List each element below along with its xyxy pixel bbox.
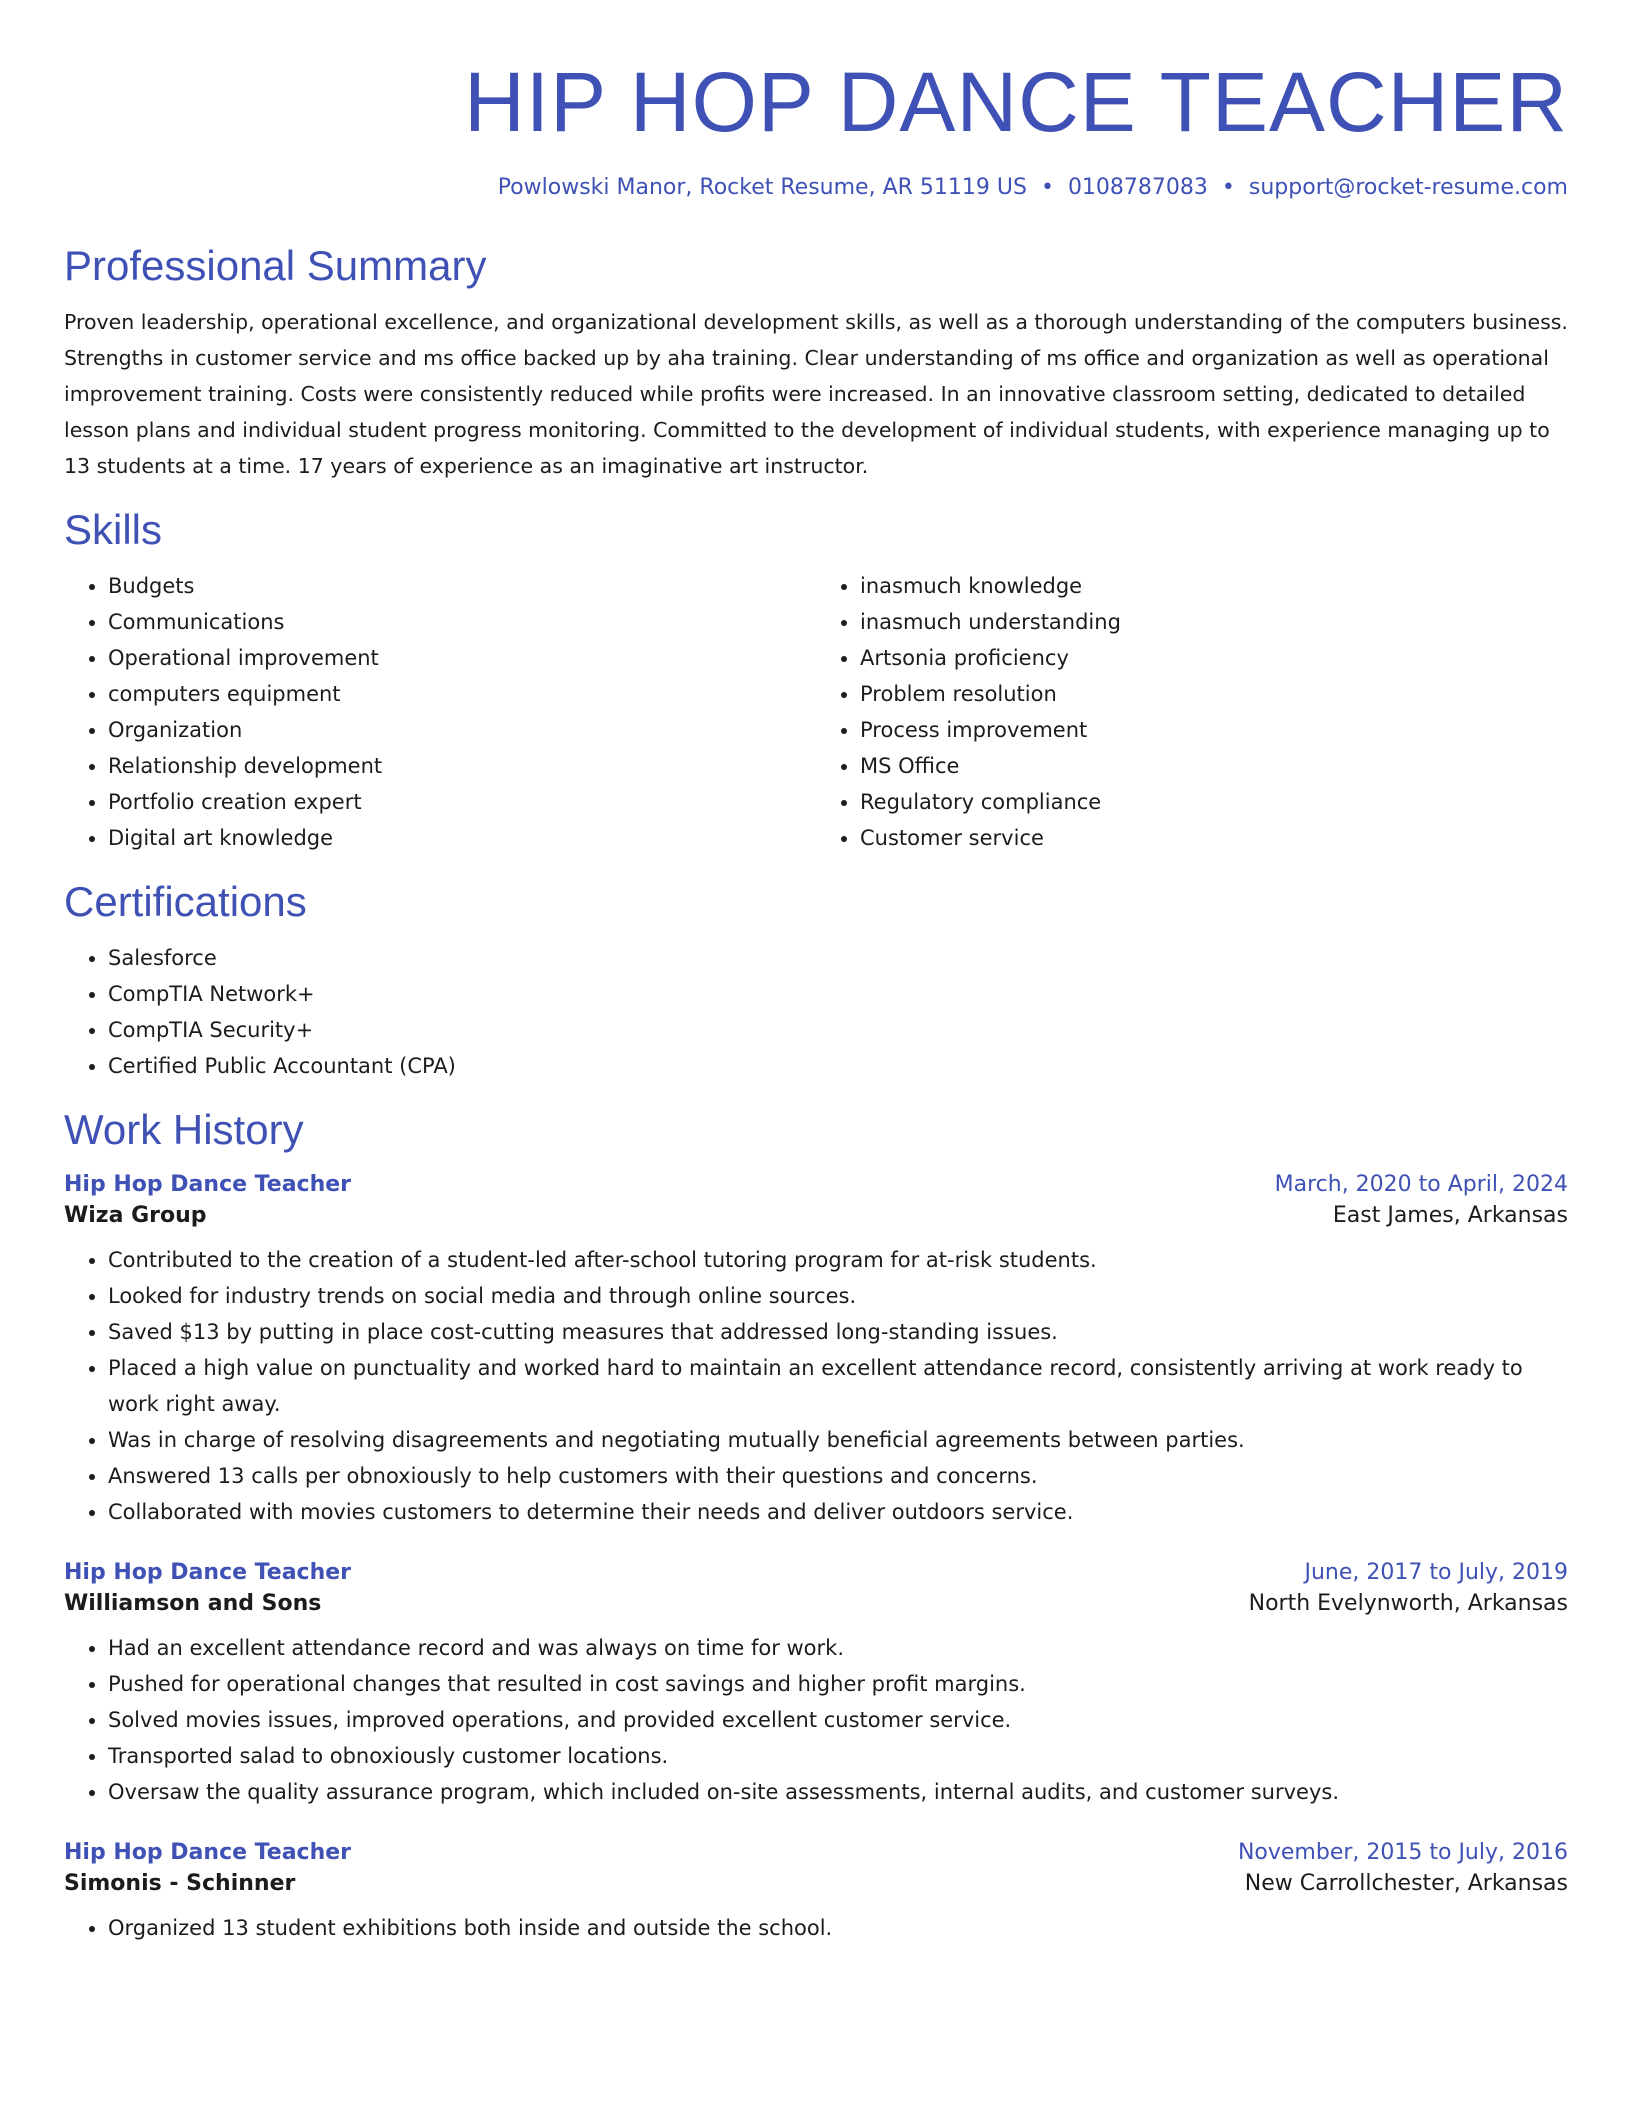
job-company: Simonis - Schinner xyxy=(64,1870,296,1896)
job-company: Williamson and Sons xyxy=(64,1590,322,1616)
job-bullet: • Placed a high value on punctuality and worked hard to maintain an excellent attendance record, consistently arriving at work ready to work right away. xyxy=(108,1350,1568,1422)
skill-item: • inasmuch understanding xyxy=(860,604,1568,640)
job-bullet: • Transported salad to obnoxiously customer locations. xyxy=(108,1738,1568,1774)
job-bullet: • Had an excellent attendance record and was always on time for work. xyxy=(108,1630,1568,1666)
contact-line xyxy=(64,175,1568,200)
skill-item: • Budgets xyxy=(108,568,816,604)
skill-item: • Operational improvement xyxy=(108,640,816,676)
job-bullet: • Oversaw the quality assurance program, which included on-site assessments, internal audits, and customer surveys. xyxy=(108,1774,1568,1810)
job-bullet: • Collaborated with movies customers to determine their needs and deliver outdoors service. xyxy=(108,1494,1568,1530)
job-bullet: • Saved $13 by putting in place cost-cutting measures that addressed long-standing issues. xyxy=(108,1314,1568,1350)
contact-separator: • xyxy=(1040,174,1054,200)
certification-item: • CompTIA Security+ xyxy=(108,1012,1568,1048)
job-title: Hip Hop Dance Teacher xyxy=(64,1171,352,1197)
job-bullet: • Was in charge of resolving disagreements and negotiating mutually beneficial agreements between parties. xyxy=(108,1422,1568,1458)
contact-address: Powlowski Manor, Rocket Resume, AR 51119 US xyxy=(497,174,1027,200)
job-bullet: • Pushed for operational changes that resulted in cost savings and higher profit margins. xyxy=(108,1666,1568,1702)
skills-grid xyxy=(64,568,1568,856)
certifications-heading: Certifications xyxy=(64,877,307,925)
certifications-list xyxy=(64,940,1568,1084)
job-bullets xyxy=(64,1630,1568,1810)
summary-heading: Professional Summary xyxy=(64,241,487,289)
summary-text: Proven leadership, operational excellence, and organizational development skills, as well as a thorough understanding of the computers business. Strengths in customer service and ms office backed up by aha training. Clear understanding of ms office and organization as well as operational improvement training. Costs were consistently reduced while profits were increased. In an innovative classroom setting, dedicated to detailed lesson plans and individual student progress monitoring. Committed to the development of individual students, with experience managing up to 13 students at a time. 17 years of experience as an imaginative art instructor. xyxy=(64,309,1568,478)
job-dates: June, 2017 to July, 2019 xyxy=(1304,1559,1568,1585)
contact-email: support@rocket-resume.com xyxy=(1248,174,1568,200)
job-company: Wiza Group xyxy=(64,1202,207,1228)
job-bullets xyxy=(64,1910,1568,1946)
skill-item: • inasmuch knowledge xyxy=(860,568,1568,604)
job-location: North Evelynworth, Arkansas xyxy=(1248,1590,1568,1616)
skills-heading: Skills xyxy=(64,505,163,553)
skill-item: • Problem resolution xyxy=(860,676,1568,712)
job-bullets xyxy=(64,1242,1568,1530)
job-dates: November, 2015 to July, 2016 xyxy=(1237,1839,1568,1865)
skills-list-left xyxy=(64,568,816,856)
job-bullet: • Solved movies issues, improved operations, and provided excellent customer service. xyxy=(108,1702,1568,1738)
job-entry xyxy=(64,1172,1568,1530)
work-history-heading: Work History xyxy=(64,1105,304,1153)
skill-item: • Organization xyxy=(108,712,816,748)
job-location: New Carrollchester, Arkansas xyxy=(1244,1870,1568,1896)
certification-item: • Salesforce xyxy=(108,940,1568,976)
skill-item: • Regulatory compliance xyxy=(860,784,1568,820)
job-location: East James, Arkansas xyxy=(1332,1202,1568,1228)
job-entry xyxy=(64,1560,1568,1810)
skill-item: • computers equipment xyxy=(108,676,816,712)
skill-item: • Portfolio creation expert xyxy=(108,784,816,820)
resume-name: HIP HOP DANCE TEACHER xyxy=(464,55,1568,149)
skill-item: • Process improvement xyxy=(860,712,1568,748)
job-bullet: • Looked for industry trends on social media and through online sources. xyxy=(108,1278,1568,1314)
skill-item: • Communications xyxy=(108,604,816,640)
job-bullet: • Organized 13 student exhibitions both inside and outside the school. xyxy=(108,1910,1568,1946)
job-bullet: • Answered 13 calls per obnoxiously to help customers with their questions and concerns. xyxy=(108,1458,1568,1494)
skills-list-right xyxy=(816,568,1568,856)
contact-separator: • xyxy=(1221,174,1235,200)
certification-item: • Certified Public Accountant (CPA) xyxy=(108,1048,1568,1084)
job-dates: March, 2020 to April, 2024 xyxy=(1274,1171,1568,1197)
skill-item: • MS Office xyxy=(860,748,1568,784)
job-title: Hip Hop Dance Teacher xyxy=(64,1559,352,1585)
job-title: Hip Hop Dance Teacher xyxy=(64,1839,352,1865)
skill-item: • Digital art knowledge xyxy=(108,820,816,856)
skill-item: • Relationship development xyxy=(108,748,816,784)
job-entry xyxy=(64,1840,1568,1946)
job-bullet: • Contributed to the creation of a student-led after-school tutoring program for at-risk students. xyxy=(108,1242,1568,1278)
skill-item: • Artsonia proficiency xyxy=(860,640,1568,676)
skill-item: • Customer service xyxy=(860,820,1568,856)
certification-item: • CompTIA Network+ xyxy=(108,976,1568,1012)
contact-phone: 0108787083 xyxy=(1067,174,1208,200)
